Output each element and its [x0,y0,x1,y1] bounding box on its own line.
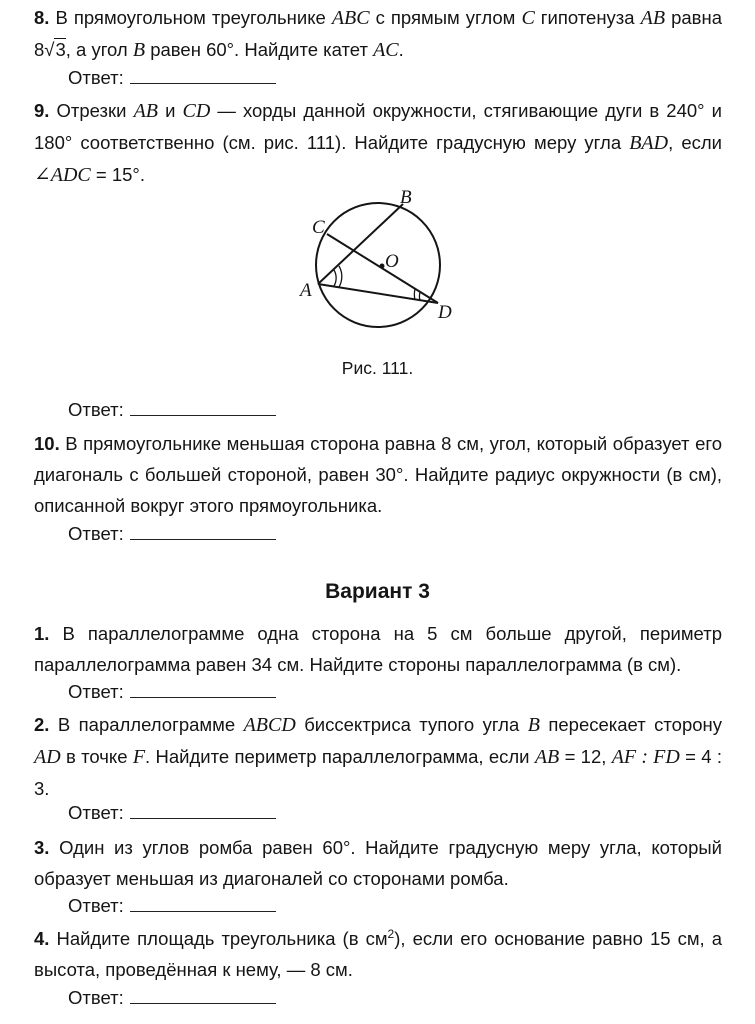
problem-text: В прямоугольном треугольнике [49,7,332,28]
problem-number: 9. [34,100,50,121]
v3-problem-2 [34,709,722,804]
problem-text: = 4 : 3. [34,746,723,799]
label-o: O [385,251,399,272]
problem-text: пересекает сторону [539,714,722,735]
label-b: B [400,187,412,208]
label-c: C [312,217,325,238]
problem-text: Найдите площадь треугольника (в см [49,928,388,949]
math-var: AC [373,39,399,61]
problem-text: Один из углов ромба равен 60°. Найдите градусную меру угла, который образует меньшая из диагоналей со сторонами ромба. [34,837,722,889]
problem-number: 4. [34,928,50,949]
math-var: CD [182,100,211,122]
problem-text: в точке [60,746,133,767]
math-var: B [527,714,540,736]
math-var: ABC [331,7,370,29]
label-a: A [300,280,312,301]
answer-label: Ответ: [68,681,124,702]
answer-label: Ответ: [68,523,124,544]
problem-text: с прямым углом [369,7,522,28]
math-var: AB [534,746,560,768]
v3-problem-3 [34,832,722,894]
answer-line[interactable] [130,525,276,540]
answer-label: Ответ: [68,895,124,916]
problem-text: . [398,39,404,60]
problem-text: = 12, [559,746,612,767]
problem-text: = 15°. [90,164,145,185]
problem-text: равен 60°. Найдите катет [145,39,374,60]
sqrt-value: 3 [55,39,66,60]
problem-text: . Найдите периметр параллелограмма, если [145,746,535,767]
answer-label: Ответ: [68,987,124,1008]
math-var: B [132,39,146,61]
problem-number: 3. [34,837,50,858]
answer-field-v3-1[interactable] [68,680,276,704]
math-var: AD [34,746,61,768]
figure-caption: Рис. 111. [341,358,414,378]
angle-arc-d2 [414,289,415,300]
answer-line[interactable] [130,683,276,698]
problem-text: и [158,100,183,121]
problem-10 [34,428,722,521]
math-var: ABCD [243,714,296,736]
problem-text: В параллелограмме одна сторона на 5 см больше другой, периметр параллелограмма равен 34 см. Найдите стороны параллелограмма (в см). [34,623,722,675]
answer-line[interactable] [130,804,276,819]
math-var: C [521,7,535,29]
sqrt-sign: √ [44,39,55,60]
angle-arc-a [334,270,336,286]
chord-cd [327,234,438,303]
answer-line[interactable] [130,989,276,1004]
problem-number: 2. [34,714,50,735]
v3-problem-1 [34,618,722,680]
problem-number: 8. [34,7,50,28]
problem-text: Отрезки [49,100,134,121]
problem-text: В параллелограмме [49,714,244,735]
answer-label: Ответ: [68,67,124,88]
problem-text: биссектриса тупого угла [295,714,528,735]
problem-text: — хорды данной окружности, стягивающие дуги в 240° и 180° соответственно (см. рис. 111). Найдите градусную меру угла [34,100,722,153]
v3-problem-4 [34,923,722,985]
math-var: AB [640,7,666,29]
answer-field-v3-3[interactable] [68,894,276,918]
answer-line[interactable] [130,401,276,416]
problem-text: гипотенуза [534,7,641,28]
math-var: AF : FD [611,746,680,768]
label-d: D [438,302,452,323]
problem-text: равна 8 [34,7,723,60]
answer-line[interactable] [130,897,276,912]
answer-label: Ответ: [68,802,124,823]
math-var: BAD [629,132,669,154]
center-point [380,264,385,269]
answer-field-9[interactable] [68,398,276,422]
problem-text: , если [668,132,722,153]
answer-label: Ответ: [68,399,124,420]
math-var: ∠ADC [34,164,91,186]
math-var: F [132,746,146,768]
problem-text: , а угол [65,39,133,60]
answer-field-v3-2[interactable] [68,801,276,825]
problem-number: 1. [34,623,50,644]
figure-111 [0,0,755,400]
chord-ab [318,204,403,284]
angle-arc-a2 [339,266,342,287]
variant-title: Вариант 3 [325,580,430,603]
problem-text: ), если его основание равно 15 см, а высота, проведённая к нему, — 8 см. [34,928,722,980]
superscript: 2 [387,926,395,941]
answer-field-10[interactable] [68,522,276,546]
answer-field-v3-4[interactable] [68,986,276,1010]
math-var: AB [133,100,158,122]
problem-number: 10. [34,433,60,454]
problem-text: В прямоугольнике меньшая сторона равна 8 см, угол, который образует его диагональ с большей стороной, равен 30°. Найдите радиус окружности (в см), описанной вокруг этого прямоугольника. [34,433,722,516]
angle-arc-d [419,292,420,301]
